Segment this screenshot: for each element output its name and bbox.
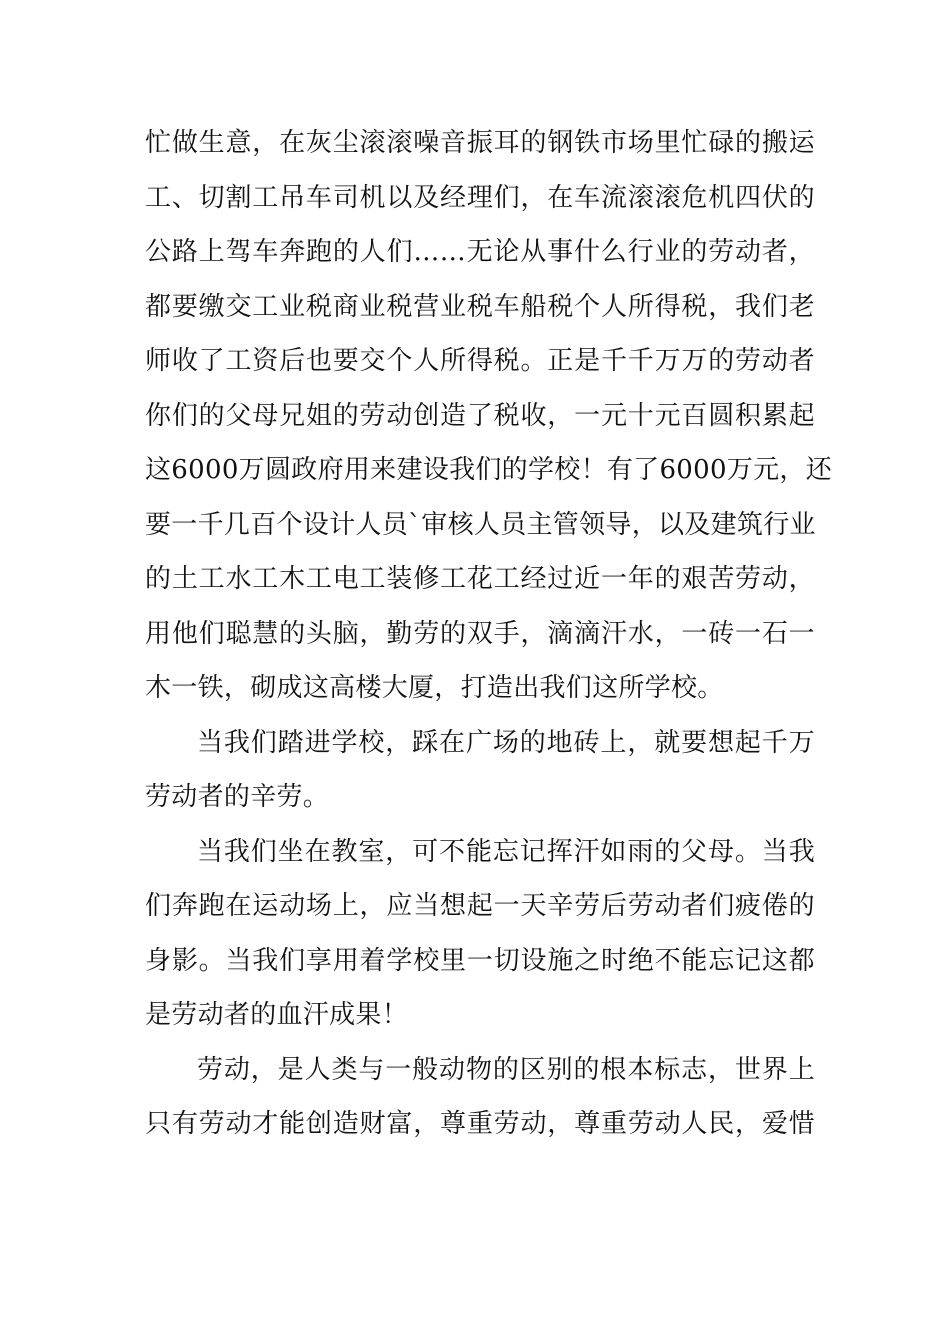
text-line: 都要缴交工业税商业税营业税车船税个人所得税，我们老 <box>145 291 815 322</box>
text-line: 师收了工资后也要交个人所得税。正是千千万万的劳动者 <box>145 346 815 376</box>
text-line: 木一铁，砌成这高楼大厦，打造出我们这所学校。 <box>145 673 724 703</box>
text-line: 用他们聪慧的头脑，勤劳的双手，滴滴汗水，一砖一石一 <box>145 618 815 649</box>
text-line: 忙做生意，在灰尘滚滚噪音振耳的钢铁市场里忙碌的搬运 <box>145 128 815 158</box>
paragraph-start-line: 当我们坐在教室，可不能忘记挥汗如雨的父母。当我 <box>197 836 815 867</box>
text-line: 你们的父母兄姐的劳动创造了税收，一元十元百圆积累起 <box>145 400 815 431</box>
text-line: 要一千几百个设计人员`审核人员主管领导，以及建筑行业 <box>145 509 816 540</box>
paragraph-start-line: 劳动，是人类与一般动物的区别的根本标志，世界上 <box>197 1054 815 1085</box>
text-line: 工、切割工吊车司机以及经理们，在车流滚滚危机四伏的 <box>145 182 815 213</box>
text-line: 劳动者的辛劳。 <box>145 782 330 812</box>
text-line: 这6000万圆政府用来建设我们的学校！有了6000万元，还 <box>145 455 833 485</box>
text-line: 公路上驾车奔跑的人们……无论从事什么行业的劳动者， <box>145 237 815 267</box>
text-line: 是劳动者的血汗成果！ <box>145 1000 409 1030</box>
text-line: 们奔跑在运动场上，应当想起一天辛劳后劳动者们疲倦的 <box>145 891 815 921</box>
text-line: 身影。当我们享用着学校里一切设施之时绝不能忘记这都 <box>145 945 815 976</box>
text-line: 只有劳动才能创造财富，尊重劳动，尊重劳动人民，爱惜 <box>145 1109 815 1139</box>
body-text <box>145 116 833 1152</box>
paragraph-start-line: 当我们踏进学校，踩在广场的地砖上，就要想起千万 <box>197 727 815 758</box>
text-line: 的土工水工木工电工装修工花工经过近一年的艰苦劳动， <box>145 564 815 594</box>
